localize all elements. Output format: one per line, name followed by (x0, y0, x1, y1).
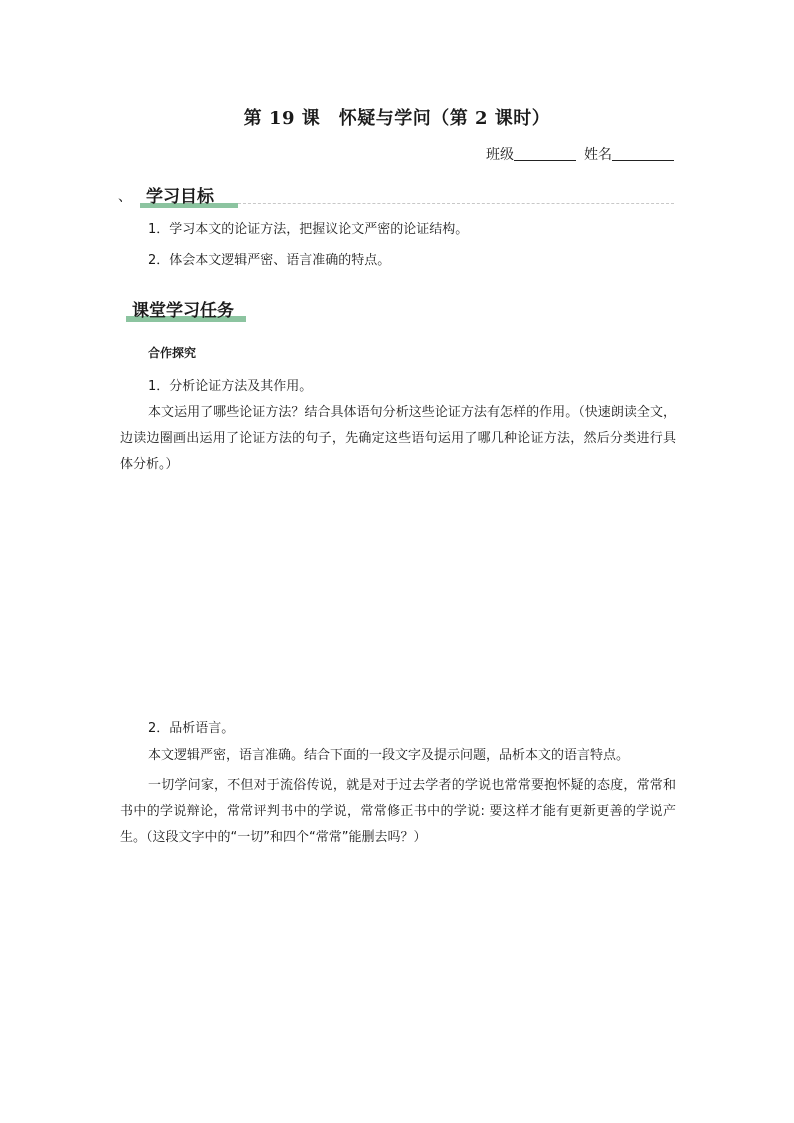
page-title: 第 19 课 怀疑与学问（第 2 课时） (243, 108, 551, 129)
goal-item: 1．学习本文的论证方法，把握议论文严密的论证结构。 (148, 222, 469, 237)
learning-goals-heading: 学习目标 (146, 187, 214, 207)
learning-goals-header (118, 182, 674, 210)
class-tasks-heading: 课堂学习任务 (132, 301, 234, 321)
task2-quote: 一切学问家，不但对于流俗传说，就是对于过去学者的学说也常常要抱怀疑的态度，常常和书中的学说辩论，常常评判书中的学说，常常修正书中的学说: 要这样才能有更新更善的学说产生。（这段文字中的“一切”和四个“常常”能删去吗？） (120, 778, 676, 845)
task2-text: 本文逻辑严密，语言准确。结合下面的一段文字及提示问题，品析本文的语言特点。 (148, 748, 630, 763)
task1-text: 本文运用了哪些论证方法？结合具体语句分析这些论证方法有怎样的作用。（快速朗读全文，边读边圈画出运用了论证方法的句子，先确定这些语句运用了哪几种论证方法，然后分类进行具体分析。） (120, 405, 676, 472)
cooperative-inquiry-label: 合作探究 (148, 346, 197, 360)
class-label: 班级 (486, 147, 514, 163)
student-info-line (486, 144, 674, 164)
name-label: 姓名 (584, 147, 612, 163)
dashed-divider (238, 203, 674, 204)
name-blank[interactable] (612, 146, 674, 161)
section-mark: 、 (118, 189, 132, 205)
class-blank[interactable] (514, 146, 576, 161)
goal-item: 2．体会本文逻辑严密、语言准确的特点。 (148, 253, 391, 268)
class-tasks-header (126, 296, 240, 326)
task2-title: 2．品析语言。 (148, 721, 235, 736)
task1-title: 1．分析论证方法及其作用。 (148, 379, 313, 394)
